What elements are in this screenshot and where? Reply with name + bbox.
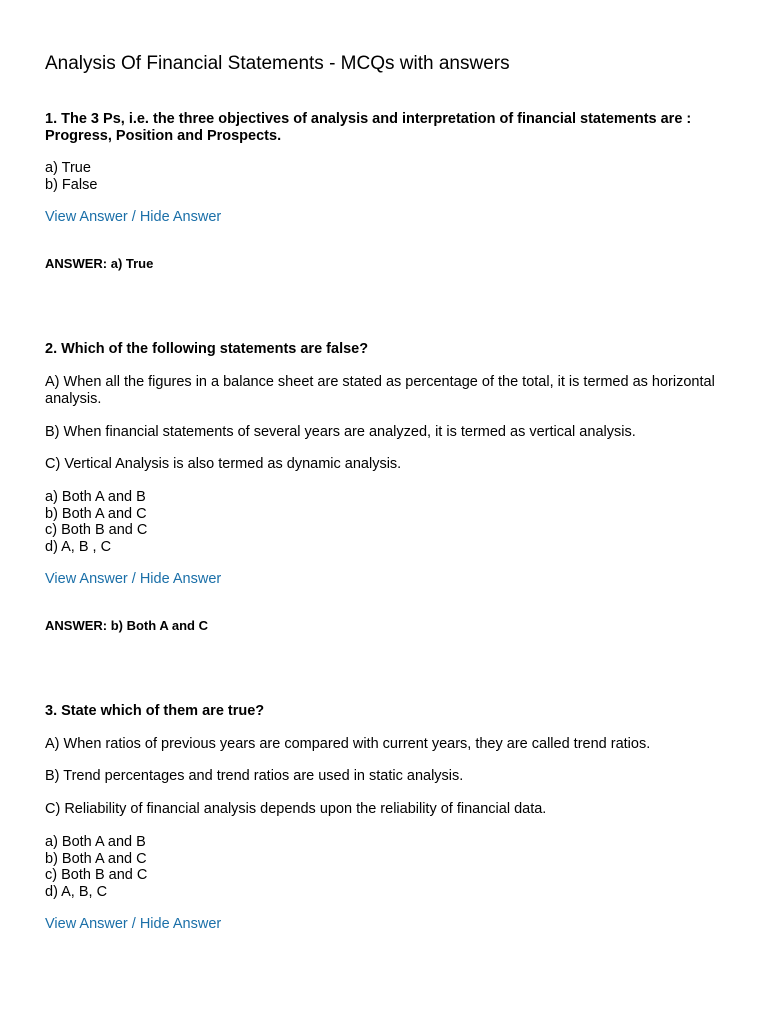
page-title: Analysis Of Financial Statements - MCQs with answers [45,53,510,74]
question-3-option-a: a) Both A and B [45,834,146,850]
question-2-option-b: b) Both A and C [45,505,147,522]
question-3-statement-b: B) Trend percentages and trend ratios are used in static analysis. [45,768,464,784]
question-2-option-d: d) A, B , C [45,538,112,555]
question-1-answer: ANSWER: a) True [45,256,154,271]
question-3-text: 3. State which of them are true? [45,703,265,719]
question-2-answer: ANSWER: b) Both A and C [45,618,208,633]
question-3-statement-c: C) Reliability of financial analysis depends upon the reliability of financial data. [45,801,547,817]
question-2-view-answer-link[interactable]: View Answer / Hide Answer [45,571,222,587]
question-2-statement-c: C) Vertical Analysis is also termed as dynamic analysis. [45,456,402,472]
question-2-statement-b: B) When financial statements of several years are analyzed, it is termed as vertical analysis. [45,424,636,440]
question-3-statement-a: A) When ratios of previous years are compared with current years, they are called trend ratios. [45,736,651,752]
question-2-options [45,489,725,555]
question-1-option-a: a) True [45,160,91,176]
question-1-options [45,160,725,193]
question-3-option-b: b) Both A and C [45,850,147,867]
question-3-option-c: c) Both B and C [45,867,148,883]
question-2-option-c: c) Both B and C [45,522,148,538]
question-3-view-answer-link[interactable]: View Answer / Hide Answer [45,916,222,932]
question-2-option-a: a) Both A and B [45,489,146,505]
question-3-option-d: d) A, B, C [45,883,108,900]
question-2-statement-a: A) When all the figures in a balance sheet are stated as percentage of the total, it is termed as horizontal analysis. [45,374,715,407]
question-1-view-answer-link[interactable]: View Answer / Hide Answer [45,209,222,225]
question-1-text: 1. The 3 Ps, i.e. the three objectives of analysis and interpretation of financial statements are : Progress, Position and Prospects. [45,111,692,144]
question-3-options [45,834,725,900]
question-1-option-b: b) False [45,176,98,193]
question-2-text: 2. Which of the following statements are false? [45,341,369,357]
